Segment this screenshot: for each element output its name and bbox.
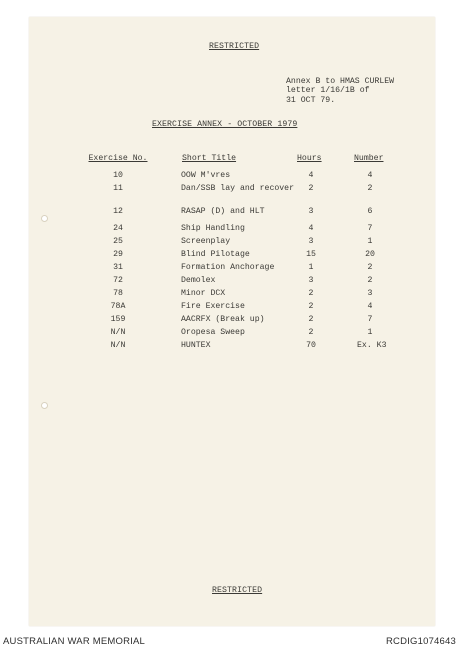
- hours-cell: 3: [308, 207, 314, 216]
- short-title-cell: Dan/SSB lay and recover: [181, 184, 295, 193]
- exercise-number-cell: 159: [110, 315, 126, 324]
- col-exercise-header: Exercise No.: [88, 154, 148, 163]
- table-row: [29, 237, 435, 249]
- number-cell: 7: [367, 224, 373, 233]
- table-row: [29, 250, 435, 262]
- hours-cell: 3: [308, 237, 314, 246]
- short-title-cell: Ship Handling: [181, 224, 245, 233]
- archive-id: RCDIG1074643: [386, 636, 456, 647]
- exercise-number-cell: 11: [113, 184, 123, 193]
- reference-line: 31 OCT 79.: [286, 95, 336, 105]
- hours-cell: 15: [306, 250, 316, 259]
- reference-line: letter 1/16/1B of: [286, 86, 370, 96]
- short-title-cell: RASAP (D) and HLT: [181, 207, 265, 216]
- short-title-cell: AACRFX (Break up): [181, 315, 265, 324]
- header-classification: RESTRICTED: [209, 42, 260, 51]
- archive-credit: AUSTRALIAN WAR MEMORIAL: [3, 636, 146, 647]
- reference-line: Annex B to HMAS CURLEW: [286, 77, 395, 86]
- number-cell: 6: [367, 207, 373, 216]
- exercise-number-cell: N/N: [110, 328, 126, 337]
- number-cell: 2: [367, 263, 373, 272]
- table-row: [29, 302, 435, 314]
- col-title-header: Short Title: [182, 154, 237, 163]
- number-cell: 4: [367, 302, 373, 311]
- short-title-cell: Fire Exercise: [181, 302, 245, 311]
- footer-classification: RESTRICTED: [212, 586, 263, 595]
- number-cell: Ex. K3: [357, 341, 387, 350]
- reference-block: [286, 77, 394, 105]
- hours-cell: 3: [308, 276, 314, 285]
- short-title-cell: Minor DCX: [181, 289, 226, 298]
- exercise-number-cell: 31: [113, 263, 123, 272]
- table-header: [29, 154, 435, 166]
- table-row: [29, 171, 435, 183]
- number-cell: 2: [367, 184, 373, 193]
- hours-cell: 1: [308, 263, 314, 272]
- hours-cell: 4: [308, 224, 314, 233]
- hours-cell: 2: [308, 328, 314, 337]
- table-row: [29, 315, 435, 327]
- short-title-cell: Screenplay: [181, 237, 231, 246]
- table-row: [29, 328, 435, 340]
- table-row: [29, 184, 435, 196]
- hours-cell: 70: [306, 341, 316, 350]
- number-cell: 1: [367, 237, 373, 246]
- short-title-cell: Blind Pilotage: [181, 250, 250, 259]
- short-title-cell: Formation Anchorage: [181, 263, 275, 272]
- col-hours-header: Hours: [297, 154, 322, 163]
- short-title-cell: HUNTEX: [181, 341, 211, 350]
- document-page: [29, 17, 435, 626]
- exercise-number-cell: 12: [113, 207, 123, 216]
- number-cell: 7: [367, 315, 373, 324]
- exercise-number-cell: 25: [113, 237, 123, 246]
- number-cell: 4: [367, 171, 373, 180]
- hours-cell: 2: [308, 289, 314, 298]
- hours-cell: 2: [308, 315, 314, 324]
- page-title: EXERCISE ANNEX - OCTOBER 1979: [152, 120, 298, 129]
- hours-cell: 2: [308, 302, 314, 311]
- col-number-header: Number: [354, 154, 384, 163]
- exercise-number-cell: 10: [113, 171, 123, 180]
- table-row: [29, 263, 435, 275]
- punch-hole: [41, 402, 48, 409]
- number-cell: 20: [365, 250, 375, 259]
- exercise-number-cell: 78: [113, 289, 123, 298]
- table-row: [29, 276, 435, 288]
- table-row: [29, 289, 435, 301]
- short-title-cell: Oropesa Sweep: [181, 328, 245, 337]
- exercise-number-cell: 29: [113, 250, 123, 259]
- table-row: [29, 224, 435, 236]
- hours-cell: 2: [308, 184, 314, 193]
- exercise-number-cell: N/N: [110, 341, 126, 350]
- exercise-number-cell: 24: [113, 224, 123, 233]
- short-title-cell: Demolex: [181, 276, 216, 285]
- exercise-number-cell: 72: [113, 276, 123, 285]
- number-cell: 2: [367, 276, 373, 285]
- table-row: [29, 341, 435, 353]
- number-cell: 3: [367, 289, 373, 298]
- table-row: [29, 207, 435, 219]
- number-cell: 1: [367, 328, 373, 337]
- hours-cell: 4: [308, 171, 314, 180]
- exercise-number-cell: 78A: [110, 302, 126, 311]
- short-title-cell: OOW M'vres: [181, 171, 231, 180]
